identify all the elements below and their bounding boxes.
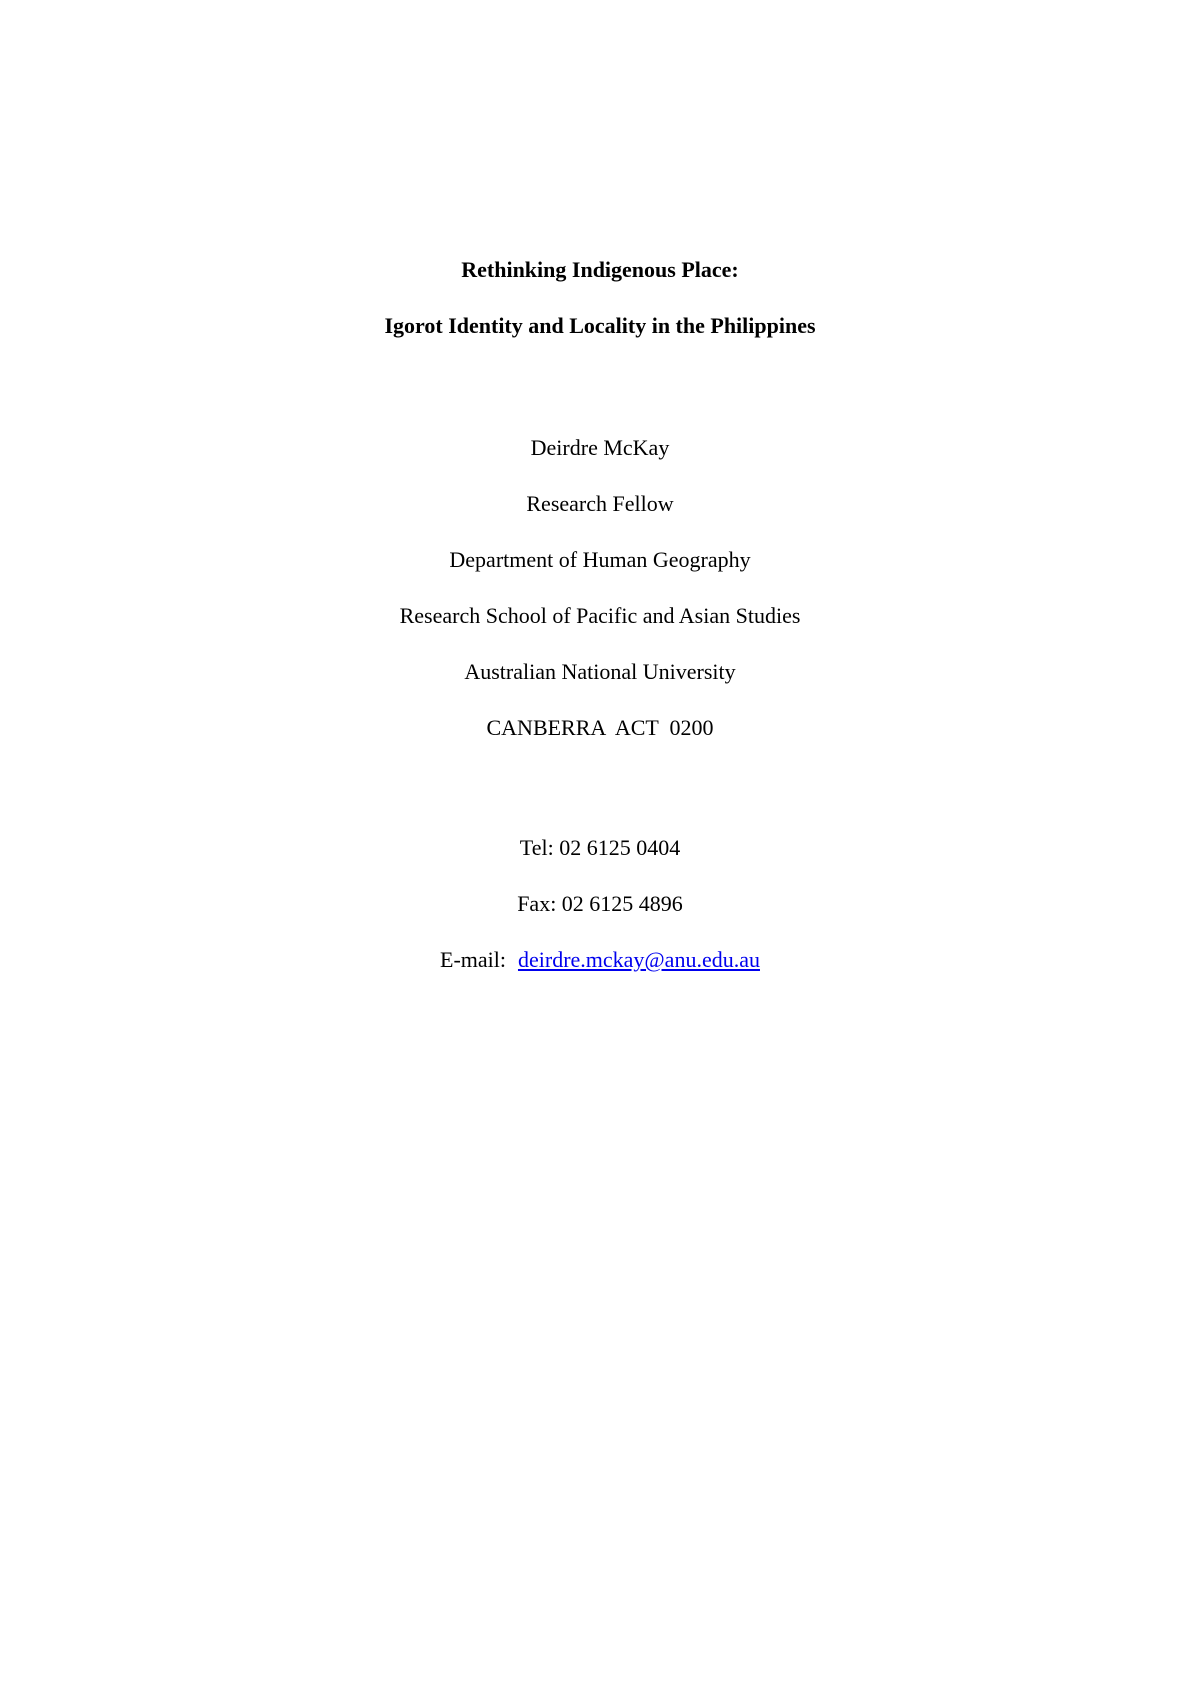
author-position: Research Fellow bbox=[526, 491, 674, 516]
contact-tel: Tel: 02 6125 0404 bbox=[519, 835, 681, 860]
title-line-2: Igorot Identity and Locality in the Philippines bbox=[384, 313, 816, 338]
author-school: Research School of Pacific and Asian Studies bbox=[399, 603, 801, 628]
author-university: Australian National University bbox=[464, 659, 736, 684]
author-city: CANBERRA ACT 0200 bbox=[486, 715, 714, 740]
contact-fax: Fax: 02 6125 4896 bbox=[517, 891, 683, 916]
email-label: E-mail: bbox=[440, 947, 506, 972]
email-link[interactable]: deirdre.mckay@anu.edu.au bbox=[517, 947, 760, 972]
title-line-1: Rethinking Indigenous Place: bbox=[461, 257, 739, 282]
author-name: Deirdre McKay bbox=[530, 435, 670, 460]
contact-email-row bbox=[0, 946, 1200, 974]
author-department: Department of Human Geography bbox=[449, 547, 751, 572]
